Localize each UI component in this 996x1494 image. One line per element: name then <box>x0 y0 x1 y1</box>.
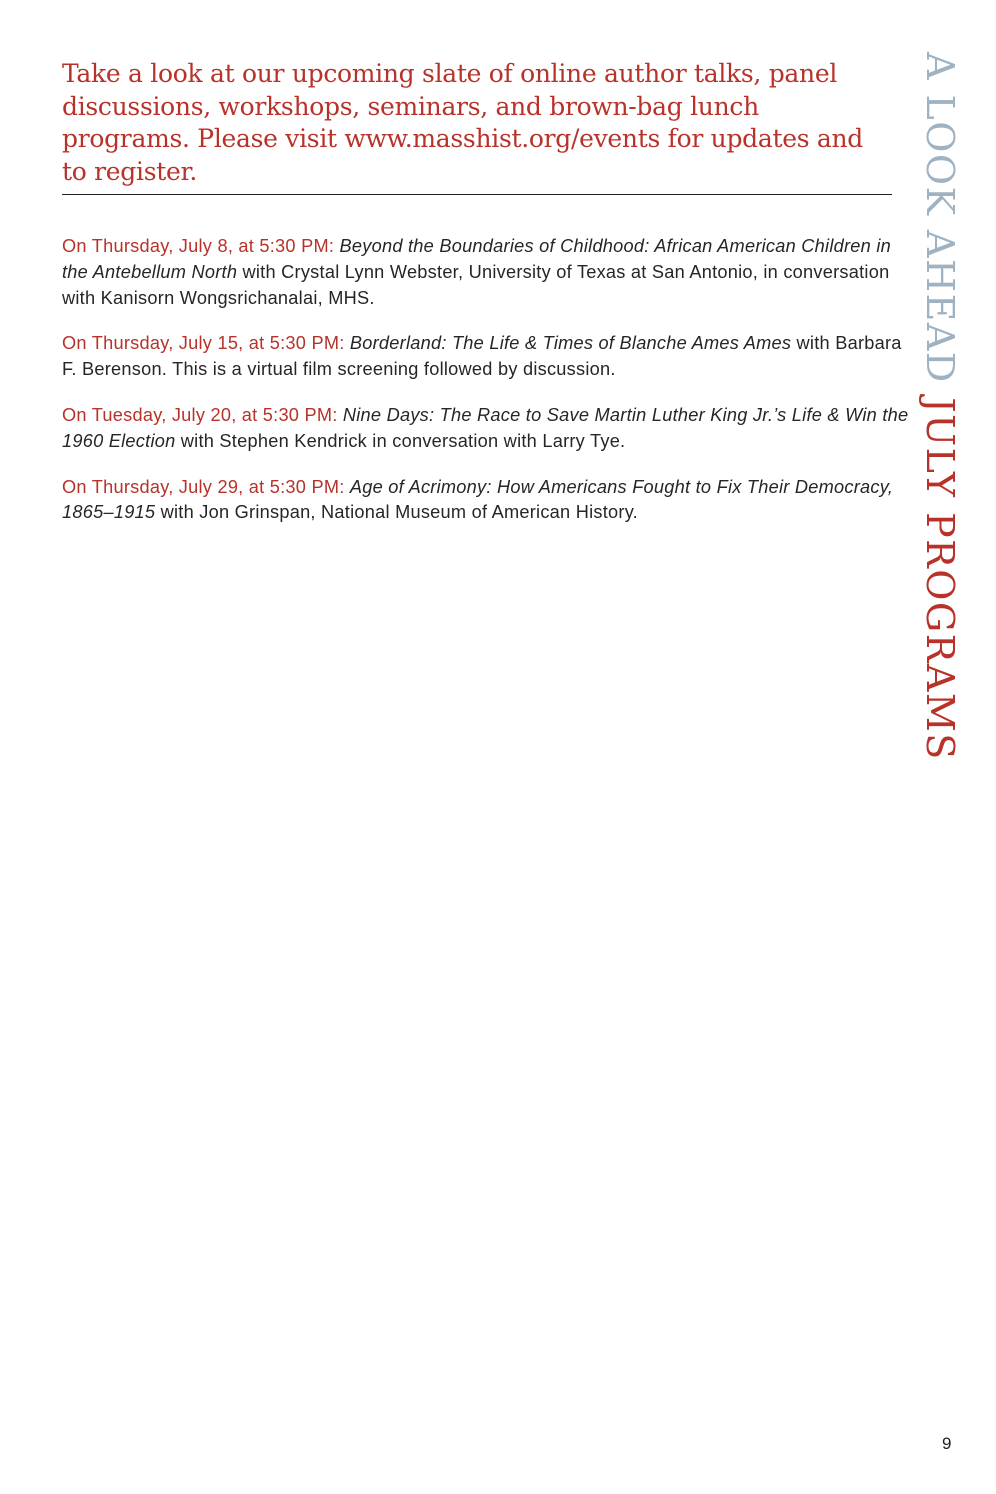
page-number: 9 <box>942 1434 952 1453</box>
intro-text: Take a look at our upcoming slate of online author talks, panel discussions, workshops, seminars, and brown-bag lunch programs. Please visit www.masshist.org/events for updates and to register. <box>62 59 863 186</box>
event-title: Beyond the Boundaries of Childhood: African American Children in the Antebellum North <box>62 236 891 282</box>
event-details: with Barbara F. Berenson. This is a virtual film screening followed by discussion. <box>62 333 902 380</box>
event-details: with Stephen Kendrick in conversation with Larry Tye. <box>180 430 626 451</box>
event-date: On Thursday, July 29, at 5:30 PM: <box>62 476 345 497</box>
event-details: with Jon Grinspan, National Museum of American History. <box>160 502 638 523</box>
divider <box>62 194 892 195</box>
event-title: Age of Acrimony: How Americans Fought to Fix Their Democracy, 1865–1915 <box>62 476 894 523</box>
section-title-prefix: A LOOK AHEAD <box>918 52 962 384</box>
event-item <box>62 234 912 311</box>
event-item <box>62 331 912 383</box>
event-details: with Crystal Lynn Webster, University of Texas at San Antonio, in conversation with Kanisorn Wongsrichanalai, MHS. <box>62 261 890 308</box>
event-item <box>62 403 912 455</box>
event-list <box>62 234 912 546</box>
event-date: On Thursday, July 8, at 5:30 PM: <box>62 236 335 256</box>
event-title: Borderland: The Life & Times of Blanche Ames Ames <box>349 333 792 354</box>
section-title-main: JULY PROGRAMS <box>918 397 962 761</box>
event-title: Nine Days: The Race to Save Martin Luther King Jr.’s Life & Win the 1960 Election <box>62 404 909 451</box>
section-title-vertical <box>916 52 964 761</box>
event-date: On Thursday, July 15, at 5:30 PM: <box>62 333 345 354</box>
event-date: On Tuesday, July 20, at 5:30 PM: <box>62 404 338 425</box>
event-item <box>62 475 912 527</box>
